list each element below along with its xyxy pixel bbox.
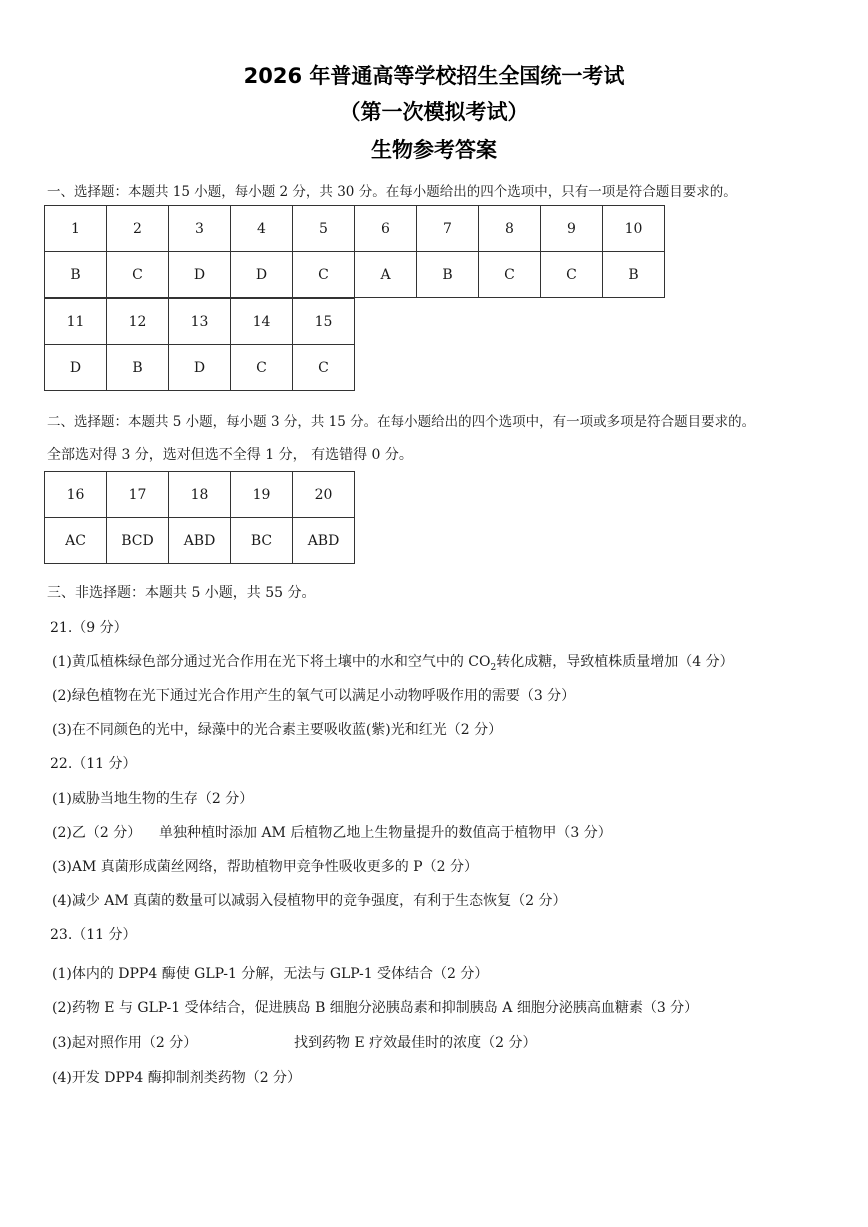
answer-cell: C bbox=[479, 252, 541, 298]
section2-note: 全部选对得 3 分，选对但选不全得 1 分， 有选错得 0 分。 bbox=[47, 447, 413, 463]
answer-table-1 bbox=[44, 205, 665, 298]
question-number: 14 bbox=[231, 299, 293, 345]
exam-title: 2026 年普通高等学校招生全国统一考试 bbox=[243, 64, 625, 88]
answer-cell: D bbox=[45, 345, 107, 391]
answer-cell: ABD bbox=[169, 518, 231, 564]
question-number: 9 bbox=[541, 206, 603, 252]
question-number: 1 bbox=[45, 206, 107, 252]
answer-cell: C bbox=[293, 252, 355, 298]
question-number: 3 bbox=[169, 206, 231, 252]
q22-answer-4: (4)减少 AM 真菌的数量可以减弱入侵植物甲的竞争强度，有利于生态恢复（2 分） bbox=[52, 893, 567, 909]
q23-label: 23.（11 分） bbox=[50, 927, 137, 943]
q21-answer-1-pre: (1)黄瓜植株绿色部分通过光合作用在光下将土壤中的水和空气中的 CO bbox=[52, 654, 491, 670]
question-number: 17 bbox=[107, 472, 169, 518]
answer-cell: B bbox=[603, 252, 665, 298]
q21-label: 21.（9 分） bbox=[50, 620, 128, 636]
q21-answer-1-sub: 2 bbox=[490, 662, 497, 673]
table-row bbox=[45, 206, 665, 252]
q22-label: 22.（11 分） bbox=[50, 756, 137, 772]
question-number: 12 bbox=[107, 299, 169, 345]
answer-cell: D bbox=[231, 252, 293, 298]
question-number: 15 bbox=[293, 299, 355, 345]
question-number: 13 bbox=[169, 299, 231, 345]
question-number: 10 bbox=[603, 206, 665, 252]
question-number: 20 bbox=[293, 472, 355, 518]
answer-cell: C bbox=[107, 252, 169, 298]
answer-cell: B bbox=[45, 252, 107, 298]
answer-table-3 bbox=[44, 471, 355, 564]
answer-cell: AC bbox=[45, 518, 107, 564]
q23-answer-4: (4)开发 DPP4 酶抑制剂类药物（2 分） bbox=[52, 1070, 302, 1086]
table-row bbox=[45, 345, 355, 391]
q23-answer-2: (2)药物 E 与 GLP-1 受体结合，促进胰岛 B 细胞分泌胰岛素和抑制胰岛 A 细胞分泌胰高血糖素（3 分） bbox=[52, 1000, 699, 1016]
answer-table-2 bbox=[44, 298, 355, 391]
table-row bbox=[45, 472, 355, 518]
question-number: 6 bbox=[355, 206, 417, 252]
doc-title: 生物参考答案 bbox=[371, 138, 497, 162]
q23-answer-3a: (3)起对照作用（2 分） bbox=[52, 1035, 198, 1051]
section3-heading: 三、非选择题：本题共 5 小题，共 55 分。 bbox=[47, 585, 316, 601]
answer-cell: B bbox=[107, 345, 169, 391]
q23-answer-3b: 找到药物 E 疗效最佳时的浓度（2 分） bbox=[294, 1035, 537, 1051]
exam-subtitle: （第一次模拟考试） bbox=[339, 100, 529, 124]
question-number: 2 bbox=[107, 206, 169, 252]
answer-cell: B bbox=[417, 252, 479, 298]
q22-answer-1: (1)威胁当地生物的生存（2 分） bbox=[52, 791, 254, 807]
question-number: 4 bbox=[231, 206, 293, 252]
q21-answer-2: (2)绿色植物在光下通过光合作用产生的氧气可以满足小动物呼吸作用的需要（3 分） bbox=[52, 688, 576, 704]
question-number: 18 bbox=[169, 472, 231, 518]
q22-answer-3: (3)AM 真菌形成菌丝网络，帮助植物甲竞争性吸收更多的 P（2 分） bbox=[52, 859, 478, 875]
question-number: 19 bbox=[231, 472, 293, 518]
section1-heading: 一、选择题：本题共 15 小题，每小题 2 分，共 30 分。在每小题给出的四个选项中，只有一项是符合题目要求的。 bbox=[47, 184, 737, 200]
table-row bbox=[45, 299, 355, 345]
answer-cell: D bbox=[169, 345, 231, 391]
answer-cell: ABD bbox=[293, 518, 355, 564]
answer-cell: BCD bbox=[107, 518, 169, 564]
question-number: 5 bbox=[293, 206, 355, 252]
table-row bbox=[45, 252, 665, 298]
answer-cell: BC bbox=[231, 518, 293, 564]
question-number: 7 bbox=[417, 206, 479, 252]
q21-answer-1 bbox=[52, 651, 734, 673]
answer-cell: A bbox=[355, 252, 417, 298]
answer-cell: C bbox=[541, 252, 603, 298]
question-number: 11 bbox=[45, 299, 107, 345]
q21-answer-3: (3)在不同颜色的光中，绿藻中的光合素主要吸收蓝(紫)光和红光（2 分） bbox=[52, 722, 503, 738]
q21-answer-1-post: 转化成糖，导致植株质量增加（4 分） bbox=[496, 654, 734, 670]
q23-answer-1: (1)体内的 DPP4 酶使 GLP-1 分解，无法与 GLP-1 受体结合（2 分） bbox=[52, 966, 489, 982]
question-number: 8 bbox=[479, 206, 541, 252]
question-number: 16 bbox=[45, 472, 107, 518]
answer-cell: C bbox=[231, 345, 293, 391]
table-row bbox=[45, 518, 355, 564]
q22-answer-2: (2)乙（2 分） 单独种植时添加 AM 后植物乙地上生物量提升的数值高于植物甲（3 分） bbox=[52, 825, 612, 841]
answer-cell: C bbox=[293, 345, 355, 391]
section2-heading: 二、选择题：本题共 5 小题，每小题 3 分，共 15 分。在每小题给出的四个选项中，有一项或多项是符合题目要求的。 bbox=[47, 414, 756, 430]
answer-cell: D bbox=[169, 252, 231, 298]
